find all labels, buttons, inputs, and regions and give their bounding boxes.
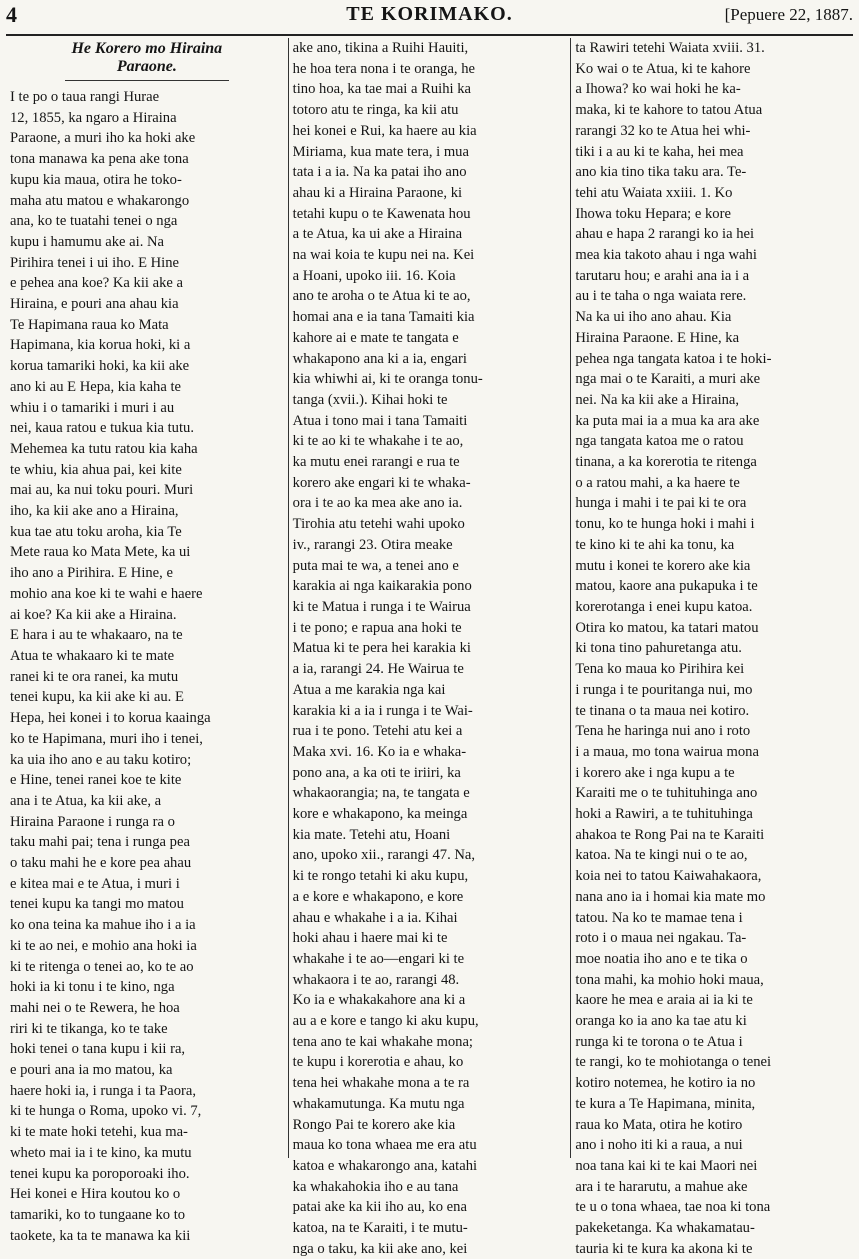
- headline-divider: [65, 80, 229, 81]
- article-headline: He Korero mo Hiraina Paraone.: [71, 40, 223, 75]
- column-2: [288, 38, 571, 1257]
- column-3-text: ta Rawiri tetehi Waiata xviii. 31. Ko wai o te Atua, ki te kahore a Ihowa? ko wai hoki he ka- maka, ki te kahore to tatou Atua rarangi 32 ko te Atua hei whi- tiki i a au ki te kaha, hei mea ano kia tino tika taku ara. Te- tehi atu Waiata xxiii. 1. Ko Ihowa toku Hepara; e kore ahau e hapa 2 rarangi ko ia hei mea kia takoto ahau i nga wahi tarutaru hou; e arahi ana ia i a au i te taha o nga waiata rere. Na ka ui iho ano ahau. Kia Hiraina Paraone. E Hine, ka pehea nga tangata katoa i te hoki- nga mai o te Karaiti, a muri ake nei. Na ka kii ake a Hiraina, ka puta mai ia a mua ka ara ake nga tangata katoa me o ratou tinana, a ka korerotia te ritenga o a ratou mahi, a ka haere te hunga i mahi i te pai ki te ora tonu, ko te hunga hoki i mahi i te kino ki te ahi ka tonu, ka mutu i konei te korero ake kia matou, kaore ana pukapuka i te korerotanga i enei kupu katoa. Otira ko matou, ka tatari matou ki tona tino pahuretanga atu. Tena ko maua ko Pirihira kei i runga i te pouritanga nui, mo te tinana o ta maua nei kotiro. Tena he haringa nui ano i roto i a maua, mo tona wairua mona i korero ake i nga kupu a te Karaiti me o te tuhituhinga ano hoki a Rawiri, a te tuhituhinga ahakoa te Rong Pai na te Karaiti katoa. Na te kingi nui o te ao, koia nei to tatou Kaiwahakaora, nana ano ia i homai kia mate mo tatou. Na ko te mamae tena i roto i o maua nei ngakau. Ta- moe noatia iho ano e te tika o tona mahi, ka mohio hoki maua, kaore he mea e araia ai ia ki te oranga ko ia ano ka tae atu ki runga ki te torona o te Atua i te rangi, ko te mohiotanga o tenei kotiro notemea, he kotiro ia no te kura a Te Hapimana, minita, raua ko Mata, otira he kotiro ano i noho iti ki a raua, a nui noa tana kai ki te kai Maori nei ara i te hararutu, a mahue ake te u o tona whaea, tae noa ki tona pakeketanga. Ka whakamatau- tauria ki te kura ka akona ki te: [575, 40, 772, 1257]
- page-number: 4: [6, 2, 17, 27]
- article-columns: [6, 38, 853, 1257]
- masthead: [6, 0, 853, 36]
- column-1: [6, 38, 288, 1244]
- column-1-text: I te po o taua rangi Hurae 12, 1855, ka ngaro a Hiraina Paraone, a muri iho ka hoki ake tona manawa ka pena ake tona kupu kia maua, otira he toko- maha atu matou e whakarongo ana, ko te tuatahi tenei o nga kupu i hamumu ake ai. Na Pirihira tenei i ui iho. E Hine e pehea ana koe? Ka kii ake a Hiraina, e pouri ana ahau kia Te Hapimana raua ko Mata Hapimana, kia korua hoki, ki a korua tamariki hoki, ka kii ake ano ki au E Hepa, kia kaha te whiu i o tamariki i muri i au nei, kaua ratou e tukua kia tutu. Mehemea ka tutu ratou kia kaha te whiu, kia ahua pai, kei kite mai au, ka nui toku pouri. Muri iho, ka kii ake ano a Hiraina, kua tae atu toku aroha, kia Te Mete raua ko Mata Mete, ka ui iho ano a Pirihira. E Hine, e mohio ana koe ki te wahi e haere ai koe? Ka kii ake a Hiraina. E hara i au te whakaaro, na te Atua te whakaaro ki te mate ranei ki te ora ranei, ka mutu tenei kupu, ka kii ake ki au. E Hepa, hei konei i to korua kaainga ko te Hapimana, muri iho i tenei, ka uia iho ano e au taku kotiro; e Hine, tenei ranei koe te kite ana i te Atua, ka kii ake, a Hiraina Paraone i runga ra o taku mahi pai; tena i runga pea o taku mahi he e kore pea ahau e kitea mai e te Atua, i muri i tenei kupu ka tangi mo matou ko ona teina ka mahue iho i a ia ki te ao nei, e mohio ana hoki ia ki te ritenga o tenei ao, ko te ao hoki ia ki tonu i te kino, nga mahi nei o te Rewera, he hoa riri ki te tikanga, ko te take hoki tenei o tana kupu i kii ra, e pouri ana ia mo matou, ka haere hoki ia, i runga i ta Paora, ki te hunga o Roma, upoko vi. 7, ki te mate hoki tetehi, kua ma- wheto mai ia i te kino, ka mutu tenei kupu ka poroporoaki iho. Hei konei e Hira koutou ko o tamariki, ko to tungaane ko to taokete, ka ta te manawa ka kii: [10, 89, 211, 1244]
- issue-date: [Pepuere 22, 1887.: [724, 5, 853, 24]
- column-3: [570, 38, 853, 1257]
- newspaper-title: TE KORIMAKO.: [346, 3, 513, 25]
- column-2-text: ake ano, tikina a Ruihi Hauiti, he hoa tera nona i te oranga, he tino hoa, ka tae mai a Ruihi ka totoro atu te ringa, ka kii atu hei konei e Rui, ka haere au kia Miriama, kua mate tera, i mua tata i a ia. Na ka patai iho ano ahau ki a Hiraina Paraone, ki tetahi kupu o te Kawenata hou a te Atua, ka ui ake a Hiraina na wai koia te kupu nei na. Kei a Hoani, upoko iii. 16. Koia ano te aroha o te Atua ki te ao, homai ana e ia tana Tamaiti kia kahore ai e mate te tangata e whakapono ana ki a ia, engari kia whiwhi ai, ki te oranga tonu- tanga (xvii.). Kihai hoki te Atua i tono mai i tana Tamaiti ki te ao ki te whakahe i te ao, ka mutu enei rarangi e rua te korero ake engari ki te whaka- ora i te ao ka mea ake ano ia. Tirohia atu tetehi wahi upoko iv., rarangi 23. Otira meake puta mai te wa, a tenei ano e karakia ai nga kaikarakia pono ki te Matua i runga i te Wairua i te pono; e rapua ana hoki te Matua ki te pera hei karakia ki a ia, rarangi 24. He Wairua te Atua a me karakia nga kai karakia ki a ia i runga i te Wai- rua i te pono. Tetehi atu kei a Maka xvi. 16. Ko ia e whaka- pono ana, a ka oti te iriiri, ka whakaorangia; na, te tangata e kore e whakapono, ka meinga kia mate. Tetehi atu, Hoani ano, upoko xii., rarangi 47. Na, ki te rongo tetahi ki aku kupu, a e kore e whakapono, e kore ahau e whakahe i a ia. Kihai hoki ahau i haere mai ki te whakahe i te ao—engari ki te whakaora i te ao, rarangi 48. Ko ia e whakakahore ana ki a au a e kore e tango ki aku kupu, tena ano te kai whakahe mona; te kupu i korerotia e ahau, ko tena hei whakahe mona a te ra whakamutunga. Ka mutu nga Rongo Pai te korero ake kia maua ko tona whaea me era atu katoa e whakarongo ana, katahi ka whakahokia iho e au tana patai ake ka kii iho au, ko ena katoa, na te Karaiti, i te mutu- nga o taku, ka kii ake ano, kei: [292, 40, 483, 1257]
